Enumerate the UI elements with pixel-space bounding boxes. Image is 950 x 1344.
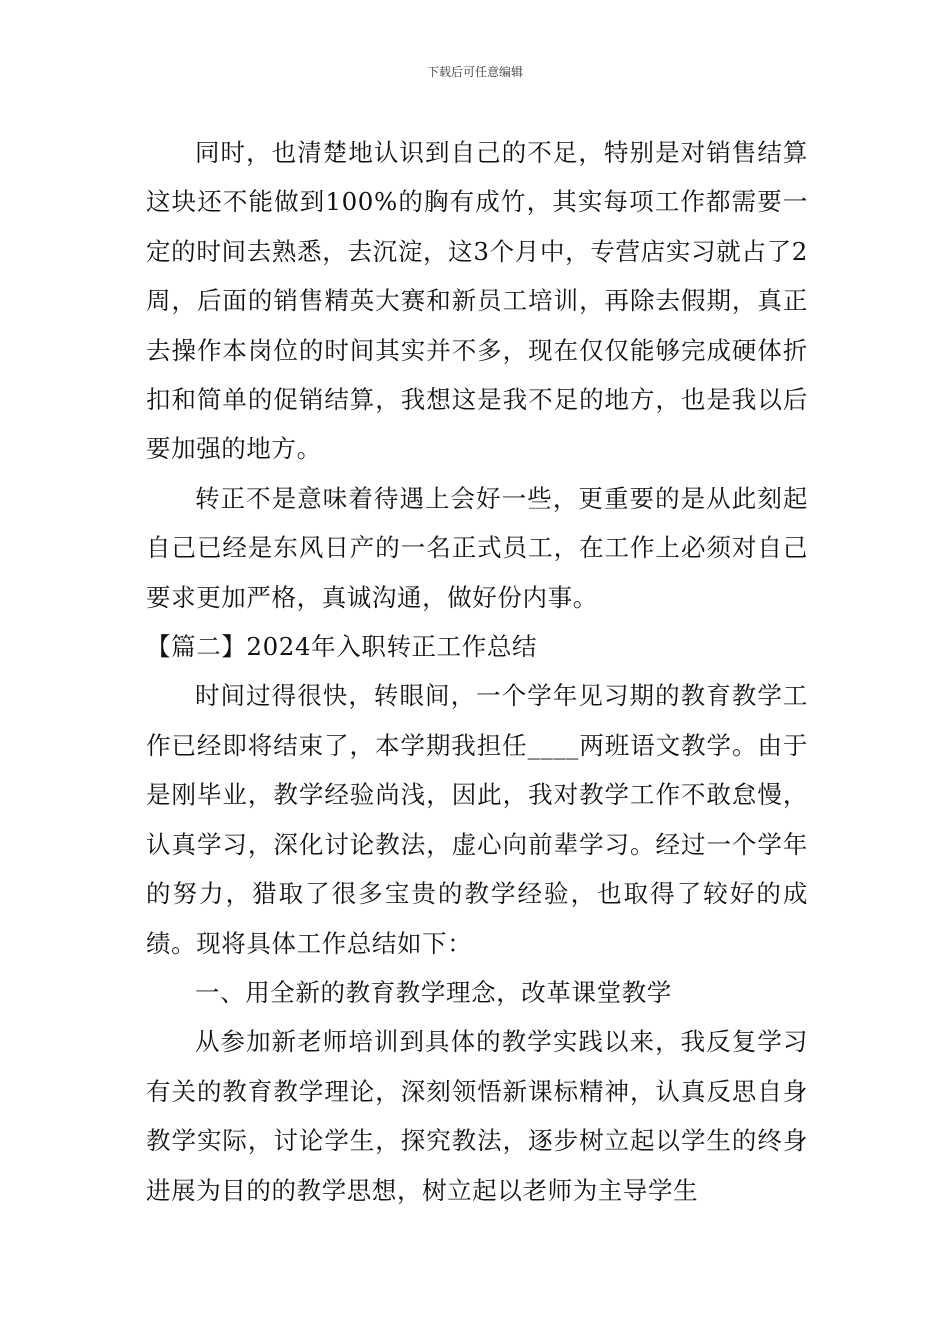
paragraph: 同时，也清楚地认识到自己的不足，特别是对销售结算这块还不能做到100%的胸有成竹，其实每项工作都需要一定的时间去熟悉，去沉淀，这3个月中，专营店实习就占了2周，后面的销售精英大赛和新员工培训，再除去假期，真正去操作本岗位的时间其实并不多，现在仅仅能够完成硬体折扣和简单的促销结算，我想这是我不足的地方，也是我以后要加强的地方。 (146, 138, 808, 464)
subsection-heading: 一、用全新的教育教学理念，改革课堂教学 (195, 977, 672, 1007)
paragraph: 时间过得很快，转眼间，一个学年见习期的教育教学工作已经即将结束了，本学期我担任____两班语文教学。由于是刚毕业，教学经验尚浅，因此，我对教学工作不敢怠慢，认真学习，深化讨论教法，虚心向前辈学习。经过一个学年的努力，猎取了很多宝贵的教学经验，也取得了较好的成绩。现将具体工作总结如下： (146, 681, 808, 958)
document-body (146, 128, 808, 1215)
page-header: 下载后可任意编辑 (426, 65, 523, 79)
paragraph: 转正不是意味着待遇上会好一些，更重要的是从此刻起自己已经是东风日产的一名正式员工，在工作上必须对自己要求更加严格，真诚沟通，做好份内事。 (146, 483, 808, 612)
paragraph: 从参加新老师培训到具体的教学实践以来，我反复学习有关的教育教学理论，深刻领悟新课标精神，认真反思自身教学实际，讨论学生，探究教法，逐步树立起以学生的终身进展为目的的教学思想，树立起以老师为主导学生 (146, 1027, 808, 1205)
section-heading: 【篇二】2024年入职转正工作总结 (146, 632, 538, 662)
